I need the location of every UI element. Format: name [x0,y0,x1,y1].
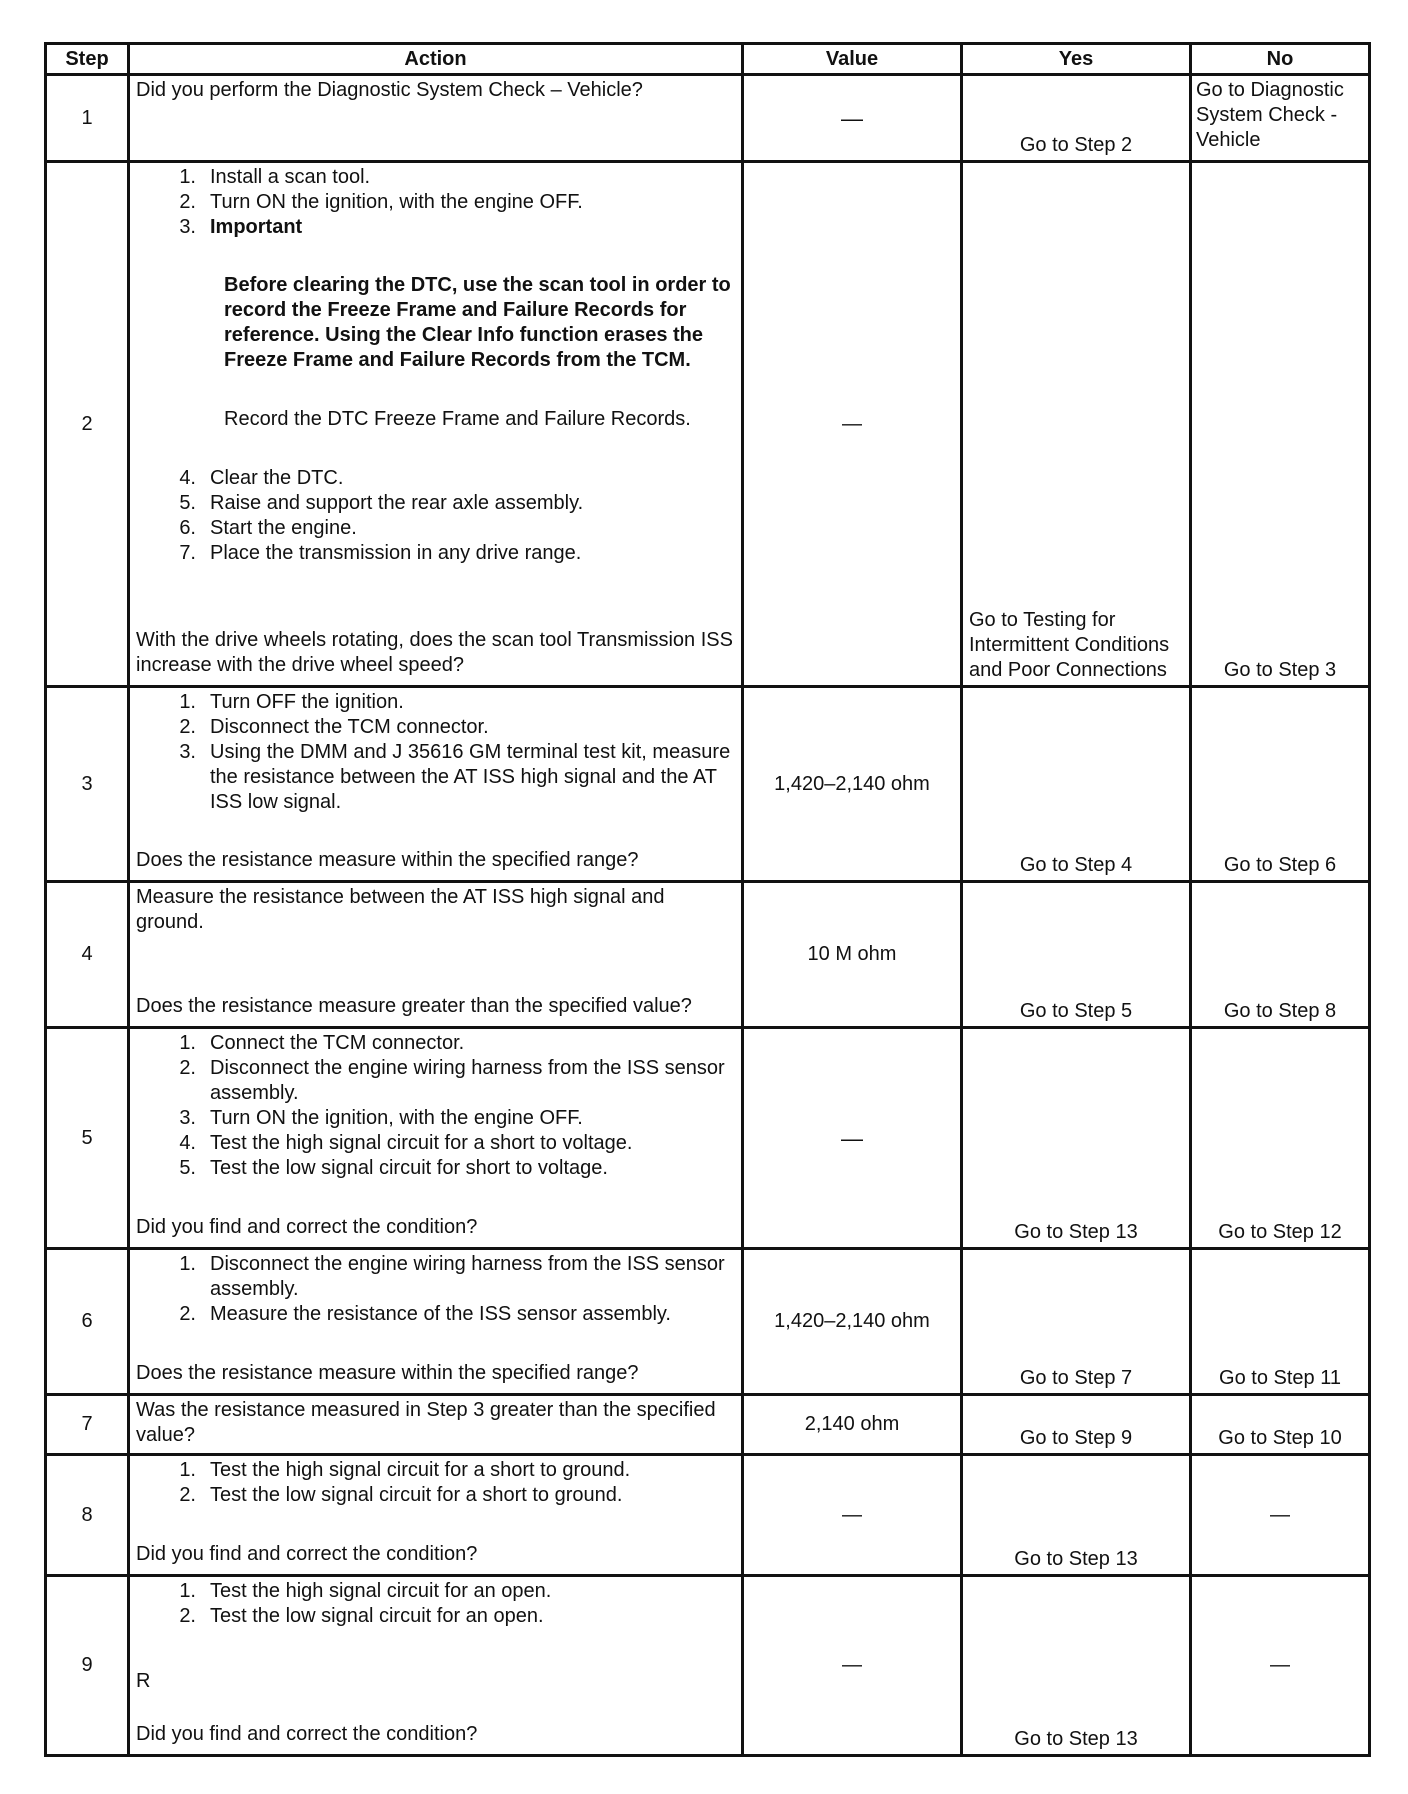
yes-cell [962,75,1191,162]
yes-text: Go to Step 5 [1019,1000,1133,1022]
no-cell [1191,75,1370,162]
table-row [46,75,1370,162]
yes-text: Go to Testing for Intermittent Conditions and Poor Connections [969,609,1170,681]
diagnostic-table [44,42,1371,1757]
header-value: Value [743,44,962,75]
important-note: Before clearing the DTC, use the scan tool in order to record the Freeze Frame and Failure Records for reference. Using the Clear Info function erases the Freeze Frame and Failure Records from the TCM. [224,274,731,371]
list-item: 3. Important [179,216,303,238]
yes-text: Go to Step 13 [1014,1221,1138,1243]
table-row [46,1395,1370,1455]
no-text: Go to Diagnostic System Check - Vehicle [1196,79,1344,151]
action-steps [136,1252,735,1327]
action-question: Does the resistance measure greater than the specified value? [136,995,692,1017]
yes-cell [962,162,1191,687]
list-item: 1. Install a scan tool. [179,166,371,188]
yes-text: Go to Step 7 [1019,1367,1133,1389]
list-item: 2. Disconnect the engine wiring harness from the ISS sensor assembly. [179,1057,725,1104]
action-question: Did you find and correct the condition? [136,1216,478,1238]
value-cell: 1,420–2,140 ohm [743,1249,962,1395]
header-row [46,44,1370,75]
action-text: Was the resistance measured in Step 3 greater than the specified value? [136,1399,716,1446]
no-text: Go to Step 10 [1218,1427,1342,1449]
value-cell: — [743,1455,962,1576]
no-text: Go to Step 6 [1223,854,1337,876]
list-item: 6. Start the engine. [179,517,357,539]
list-item: 5. Test the low signal circuit for short to voltage. [179,1157,608,1179]
list-item: 2. Test the low signal circuit for a short to ground. [179,1484,623,1506]
no-text: Go to Step 8 [1223,1000,1337,1022]
yes-text: Go to Step 13 [1014,1548,1138,1570]
step-number: 3 [46,687,129,882]
list-item: 7. Place the transmission in any drive range. [179,542,582,564]
action-question: Does the resistance measure within the specified range? [136,1362,639,1384]
no-cell: — [1191,1455,1370,1576]
action-steps [136,165,735,240]
value-cell: 2,140 ohm [743,1395,962,1455]
yes-text: Go to Step 13 [1014,1728,1138,1750]
no-text: Go to Step 3 [1223,659,1337,681]
list-item: 3. Using the DMM and J 35616 GM terminal test kit, measure the resistance between the AT ISS high signal and the AT ISS low signal. [179,741,731,813]
list-item: 4. Clear the DTC. [179,467,344,489]
header-no: No [1191,44,1370,75]
list-item: 2. Measure the resistance of the ISS sensor assembly. [179,1303,671,1325]
table-row [46,882,1370,1028]
no-cell [1191,1395,1370,1455]
action-text: Measure the resistance between the AT ISS high signal and ground. [136,886,665,933]
action-steps [136,1458,735,1508]
action-cell [129,75,743,162]
value-cell: — [743,1576,962,1756]
table-row [46,1028,1370,1249]
list-item: 2. Turn ON the ignition, with the engine OFF. [179,191,583,213]
header-yes: Yes [962,44,1191,75]
yes-cell [962,1576,1191,1756]
no-cell [1191,162,1370,687]
no-text: Go to Step 11 [1219,1367,1341,1389]
step-number: 8 [46,1455,129,1576]
list-item: 1. Turn OFF the ignition. [179,691,404,713]
step-number: 7 [46,1395,129,1455]
list-item: 5. Raise and support the rear axle assembly. [179,492,584,514]
action-question: Does the resistance measure within the specified range? [136,849,639,871]
yes-text: Go to Step 9 [1019,1427,1133,1449]
table-row [46,687,1370,882]
list-item: 4. Test the high signal circuit for a short to voltage. [179,1132,633,1154]
list-item: 3. Turn ON the ignition, with the engine OFF. [179,1107,583,1129]
no-text: Go to Step 12 [1218,1221,1342,1243]
yes-cell [962,687,1191,882]
action-cell [129,1028,743,1249]
list-item: 1. Connect the TCM connector. [179,1032,465,1054]
value-cell: — [743,75,962,162]
yes-cell [962,1395,1191,1455]
table-row [46,1576,1370,1756]
table-row [46,1249,1370,1395]
action-question: Did you find and correct the condition? [136,1543,478,1565]
step-number: 1 [46,75,129,162]
no-cell [1191,687,1370,882]
no-cell [1191,1249,1370,1395]
yes-text: Go to Step 4 [1019,854,1133,876]
yes-text: Go to Step 2 [1019,134,1133,156]
action-cell [129,687,743,882]
yes-cell [962,1028,1191,1249]
table-row [46,1455,1370,1576]
list-item: 1. Test the high signal circuit for an open. [179,1580,552,1602]
value-cell: 1,420–2,140 ohm [743,687,962,882]
action-question: Did you find and correct the condition? [136,1723,478,1745]
header-step: Step [46,44,129,75]
action-cell [129,1249,743,1395]
action-cell [129,1455,743,1576]
list-item: 1. Test the high signal circuit for a short to ground. [179,1459,631,1481]
yes-cell [962,1249,1191,1395]
action-cell [129,882,743,1028]
no-cell [1191,882,1370,1028]
value-cell: — [743,1028,962,1249]
action-steps [136,1579,735,1629]
stray-mark: R [136,1670,151,1692]
value-cell: — [743,162,962,687]
action-cell [129,162,743,687]
action-cell [129,1576,743,1756]
action-steps [136,690,735,815]
action-steps-continued [136,466,735,566]
table-row [46,162,1370,687]
yes-cell [962,882,1191,1028]
step-number: 4 [46,882,129,1028]
record-instruction: Record the DTC Freeze Frame and Failure Records. [224,408,691,430]
action-steps [136,1031,735,1181]
list-item: 2. Test the low signal circuit for an open. [179,1605,544,1627]
value-cell: 10 M ohm [743,882,962,1028]
step-number: 6 [46,1249,129,1395]
header-action: Action [129,44,743,75]
no-cell [1191,1028,1370,1249]
list-item: 2. Disconnect the TCM connector. [179,716,489,738]
action-text: Did you perform the Diagnostic System Check – Vehicle? [136,79,643,101]
action-question: With the drive wheels rotating, does the scan tool Transmission ISS increase with the drive wheel speed? [136,629,733,676]
step-number: 5 [46,1028,129,1249]
action-cell [129,1395,743,1455]
list-item: 1. Disconnect the engine wiring harness from the ISS sensor assembly. [179,1253,725,1300]
step-number: 9 [46,1576,129,1756]
step-number: 2 [46,162,129,687]
yes-cell [962,1455,1191,1576]
no-cell: — [1191,1576,1370,1756]
